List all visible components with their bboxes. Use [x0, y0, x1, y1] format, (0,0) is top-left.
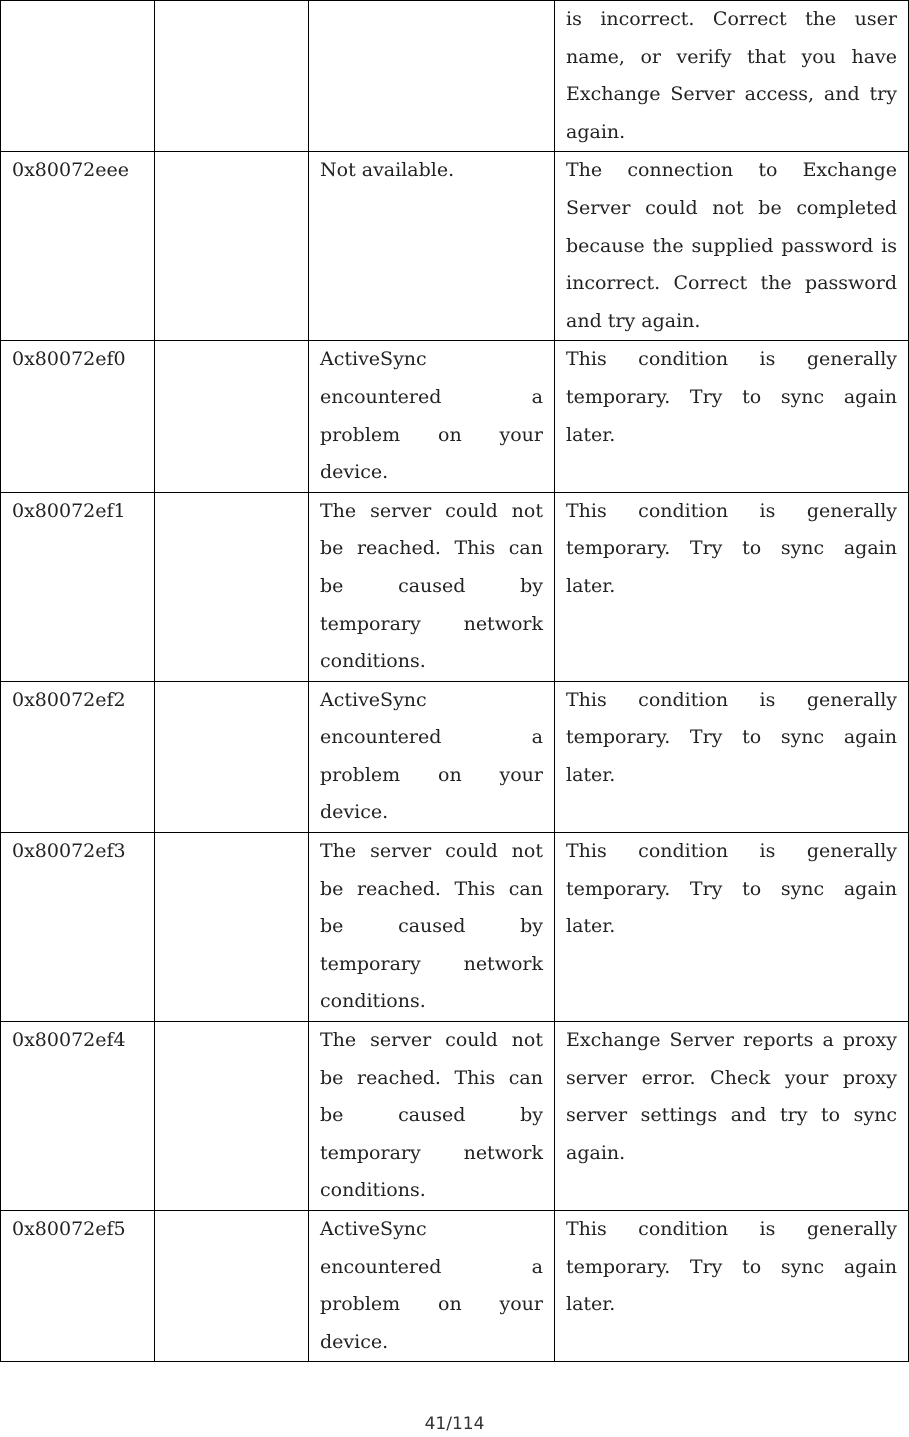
- blank-cell: [155, 1211, 309, 1362]
- resolution-cell: This condition is generally temporary. Try to sync again later.: [555, 681, 909, 832]
- resolution-cell: The connection to Exchange Server could not be completed because the supplied password is incorrect. Correct the password and try again.: [555, 152, 909, 341]
- error-code-cell: 0x80072ef5: [1, 1211, 155, 1362]
- table-row: [1, 1022, 909, 1211]
- error-code-cell: 0x80072ef1: [1, 492, 155, 681]
- table-row: [1, 492, 909, 681]
- page-number: 41/114: [424, 1414, 485, 1434]
- table-row: [1, 681, 909, 832]
- message-cell: [309, 1, 555, 152]
- error-code-cell: 0x80072ef0: [1, 341, 155, 492]
- blank-cell: [155, 152, 309, 341]
- error-code-cell: 0x80072ef2: [1, 681, 155, 832]
- table-row: [1, 1211, 909, 1362]
- blank-cell: [155, 341, 309, 492]
- message-cell: ActiveSync encountered a problem on your device.: [309, 681, 555, 832]
- message-cell: The server could not be reached. This can be caused by temporary network conditions.: [309, 833, 555, 1022]
- blank-cell: [155, 1022, 309, 1211]
- blank-cell: [155, 681, 309, 832]
- message-cell: ActiveSync encountered a problem on your device.: [309, 341, 555, 492]
- error-code-cell: 0x80072ef4: [1, 1022, 155, 1211]
- resolution-cell: This condition is generally temporary. Try to sync again later.: [555, 341, 909, 492]
- resolution-cell: Exchange Server reports a proxy server error. Check your proxy server settings and try to sync again.: [555, 1022, 909, 1211]
- blank-cell: [155, 492, 309, 681]
- table-row: [1, 1, 909, 152]
- message-cell: Not available.: [309, 152, 555, 341]
- resolution-cell: This condition is generally temporary. Try to sync again later.: [555, 833, 909, 1022]
- message-cell: The server could not be reached. This can be caused by temporary network conditions.: [309, 1022, 555, 1211]
- resolution-cell: is incorrect. Correct the user name, or verify that you have Exchange Server access, and try again.: [555, 1, 909, 152]
- blank-cell: [155, 833, 309, 1022]
- table-row: [1, 152, 909, 341]
- resolution-cell: This condition is generally temporary. Try to sync again later.: [555, 492, 909, 681]
- table-row: [1, 833, 909, 1022]
- resolution-cell: This condition is generally temporary. Try to sync again later.: [555, 1211, 909, 1362]
- blank-cell: [155, 1, 309, 152]
- message-cell: ActiveSync encountered a problem on your device.: [309, 1211, 555, 1362]
- error-code-cell: 0x80072ef3: [1, 833, 155, 1022]
- error-code-cell: 0x80072eee: [1, 152, 155, 341]
- message-cell: The server could not be reached. This can be caused by temporary network conditions.: [309, 492, 555, 681]
- table-row: [1, 341, 909, 492]
- error-code-cell: [1, 1, 155, 152]
